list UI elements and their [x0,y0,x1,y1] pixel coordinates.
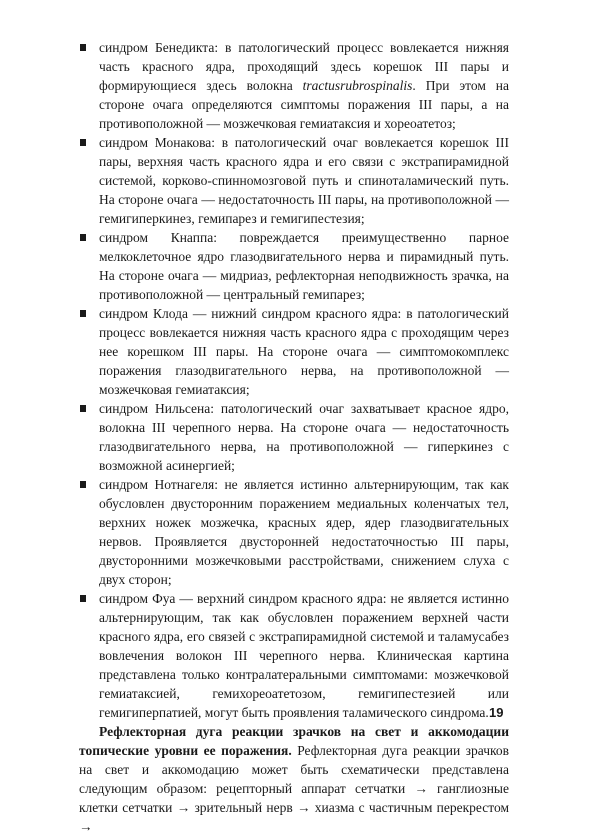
latin-term: tractusrubrospinalis [302,78,413,93]
page-content [79,38,509,836]
section-heading: Рефлекторная дуга реакции зрачков на свет и аккомодации топические уровни ее поражения. [79,724,509,758]
list-item: синдром Клода — нижний синдром красного ядра: в патологический процесс вовлекается нижняя часть красного ядра с проходящим через нее корешком III пары. На стороне очага — симптомокомплекс поражения глазодвигательного нерва, на противоположной — мозжечковая гемиатаксия; [79,304,509,399]
list-item: синдром Фуа — верхний синдром красного ядра: не является истинно альтернирующим, так как обусловлен поражением верхней части красного ядра, его связей с экстрапирамидной системой и таламусабез вовлечения волокон III черепного нерва. Клиническая картина представлена только контралатеральными симптомами: мозжечковой гемиатаксией, гемихореоатетозом, гемигипестезией или гемигиперпатией, могут быть проявления таламического синдрома. [79,589,509,722]
list-item: синдром Монакова: в патологический очаг вовлекается корешок III пары, верхняя часть красного ядра и его связи с экстрапирамидной системой, корково-спинномозговой путь и спиноталамический путь. На стороне очага — недостаточность III пары, на противоположной — гемигиперкинез, гемипарез и гемигипестезия; [79,133,509,228]
body-paragraph [79,722,509,836]
syndrome-list [79,38,509,722]
page-number: 19 [489,705,504,720]
list-item: синдром Нильсена: патологический очаг захватывает красное ядро, волокна III черепного нерва. На стороне очага — недостаточность глазодвигательного нерва, на противоположной — гиперкинез с возможной асинергией; [79,399,509,475]
list-item: синдром Кнаппа: повреждается преимущественно парное мелкоклеточное ядро глазодвигательного нерва и пирамидный путь. На стороне очага — мидриаз, рефлекторная неподвижность зрачка, на противоположной — центральный гемипарез; [79,228,509,304]
list-item: синдром Бенедикта: в патологический процесс вовлекается нижняя часть красного ядра, проходящий здесь корешок III пары и формирующиеся здесь волокна tractusrubrospinalis. При этом на стороне очага определяются симптомы поражения III пары, а на противоположной — мозжечковая гемиатаксия и хореоатетоз; [79,38,509,133]
paragraph-text: Рефлекторная дуга реакции зрачков на свет и аккомодацию может быть схематически представлена следующим образом: рецепторный аппарат сетчатки → ганглиозные клетки сетчатки → зрительный нерв → хиазма с частичным перекрестом → [79,743,509,834]
list-item: синдром Нотнагеля: не является истинно альтернирующим, так как обусловлен двусторонним поражением медиальных коленчатых тел, верхних ножек мозжечка, красных ядер, ядер глазодвигательных нервов. Проявляется двусторонней недостаточностью III пары, двусторонними мозжечковыми расстройствами, снижением слуха с двух сторон; [79,475,509,589]
